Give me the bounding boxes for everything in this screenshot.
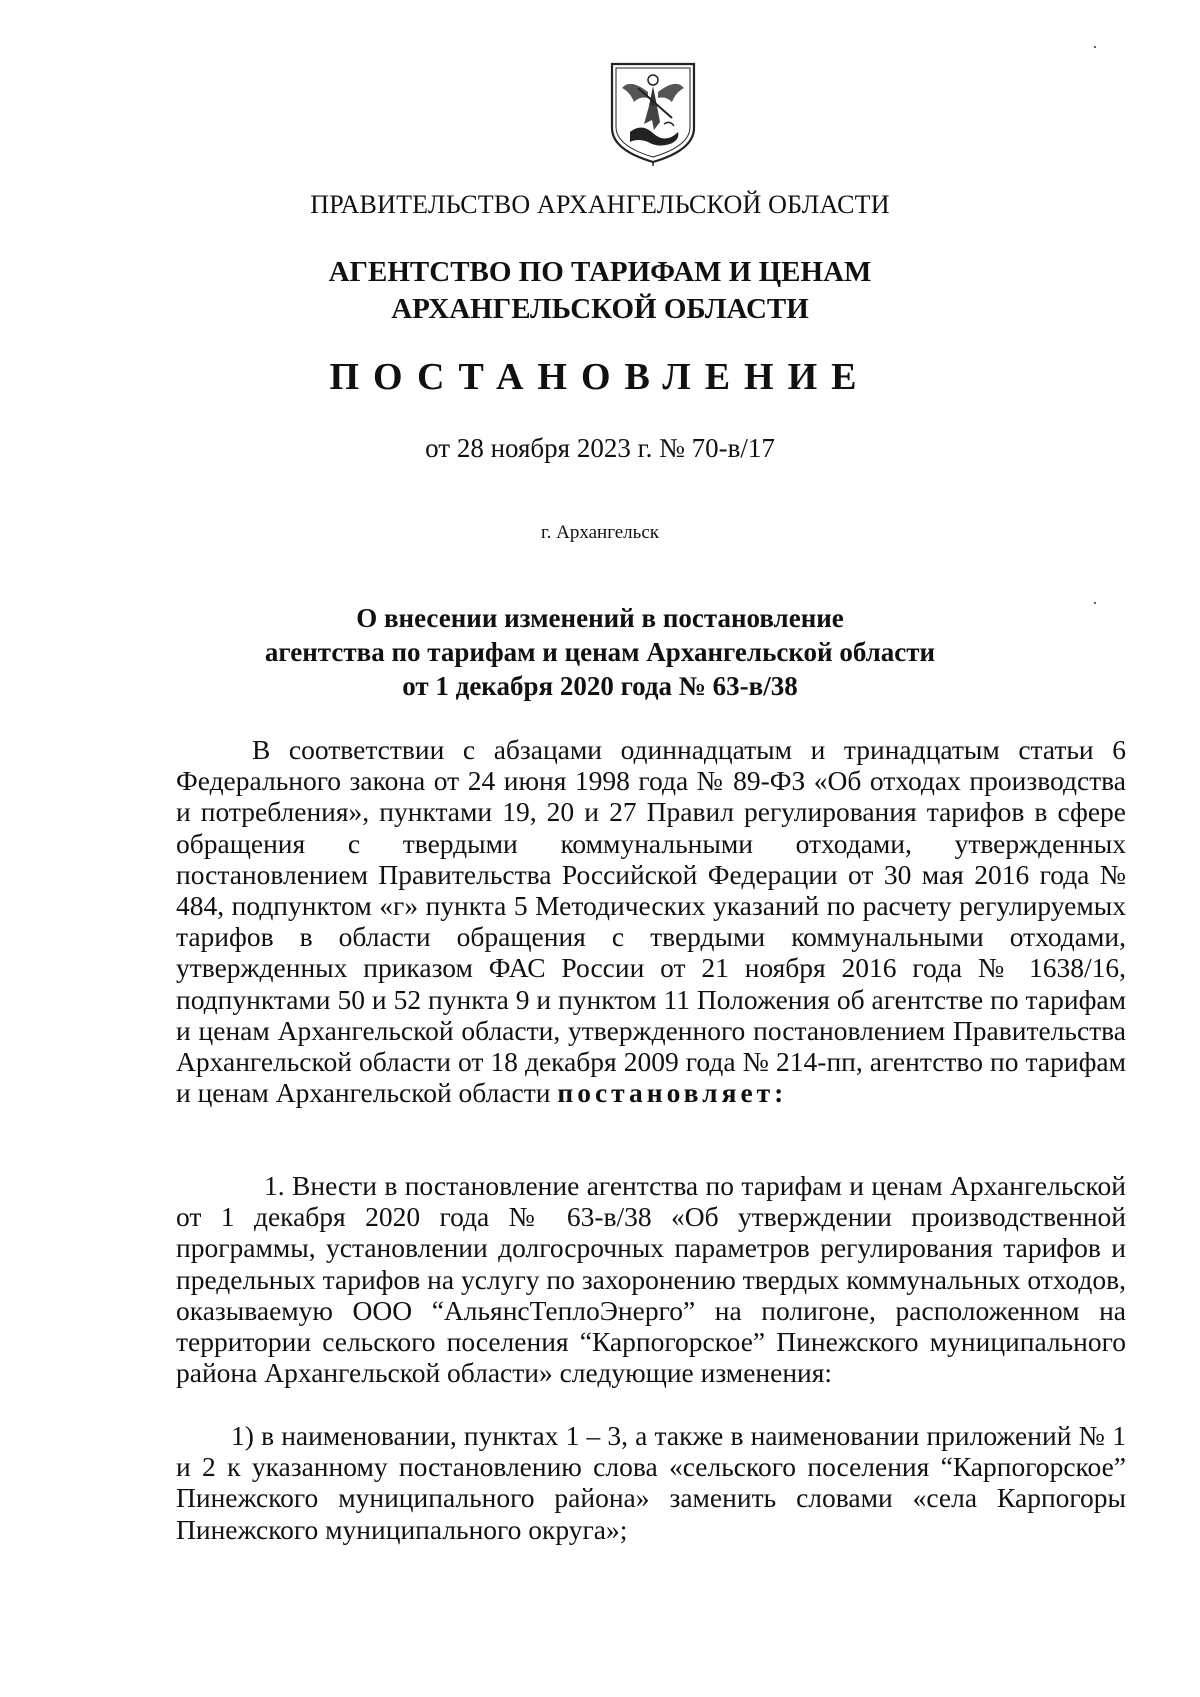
coat-of-arms-icon xyxy=(608,58,698,166)
document-city: г. Архангельск xyxy=(540,522,659,543)
agency-name-line1: АГЕНТСТВО ПО ТАРИФАМ И ЦЕНАМ xyxy=(328,256,872,288)
document-subject xyxy=(0,601,1200,703)
item-1-paragraph: 1. Внести в постановление агентства по тарифам и ценам Архангельской от 1 декабря 2020 года № 63-в/38 «Об утверждении производственной программы, установлении долгосрочных параметров регулирования тарифов и предельных тарифов на услугу по захоронению твердых коммунальных отходов, оказываемую ООО “АльянсТеплоЭнерго” на полигоне, расположенном на территории сельского поселения “Карпогорское” Пинежского муниципального района Архангельской области» следующие изменения: xyxy=(176,1170,1126,1389)
resolves-word: постановляет: xyxy=(557,1077,788,1109)
preamble-text: В соответствии с абзацами одиннадцатым и тринадцатым статьи 6 Федерального закона от 24 июня 1998 года № 89-ФЗ «Об отходах производства и потребления», пунктами 19, 20 и 27 Правил регулирования тарифов в сфере обращения с твердыми коммунальными отходами, утвержденных постановлением Правительства Российской Федерации от 30 мая 2016 года № 484, подпунктом «г» пункта 5 Методических указаний по расчету регулируемых тарифов в области обращения с твердыми коммунальными отходами, утвержденных приказом ФАС России от 21 ноября 2016 года № 1638/16, подпунктами 50 и 52 пункта 9 и пунктом 11 Положения об агентстве по тарифам и ценам Архангельской области, утвержденного постановлением Правительства Архангельской области от 18 декабря 2009 года № 214-пп, агентство по тарифам и ценам Архангельской области xyxy=(176,734,1126,1109)
document-number: от 28 ноября 2023 г. № 70-в/17 xyxy=(425,433,775,463)
item-1-1-paragraph: 1) в наименовании, пунктах 1 – 3, а также в наименовании приложений № 1 и 2 к указанному постановлению слова «сельского поселения “Карпогорское” Пинежского муниципального района» заменить словами «села Карпогоры Пинежского муниципального округа»; xyxy=(176,1420,1126,1545)
subject-line2: агентства по тарифам и ценам Архангельской области xyxy=(264,637,936,667)
subject-line3: от 1 декабря 2020 года № 63-в/38 xyxy=(402,671,798,701)
scan-speck xyxy=(1094,46,1096,48)
scan-speck xyxy=(1094,602,1096,604)
subject-line1: О внесении изменений в постановление xyxy=(356,603,844,633)
agency-name xyxy=(0,254,1200,328)
government-name: ПРАВИТЕЛЬСТВО АРХАНГЕЛЬСКОЙ ОБЛАСТИ xyxy=(310,190,890,219)
preamble-paragraph xyxy=(176,734,1126,1108)
document-type: ПОСТАНОВЛЕНИЕ xyxy=(329,356,871,398)
agency-name-line2: АРХАНГЕЛЬСКОЙ ОБЛАСТИ xyxy=(391,293,809,325)
